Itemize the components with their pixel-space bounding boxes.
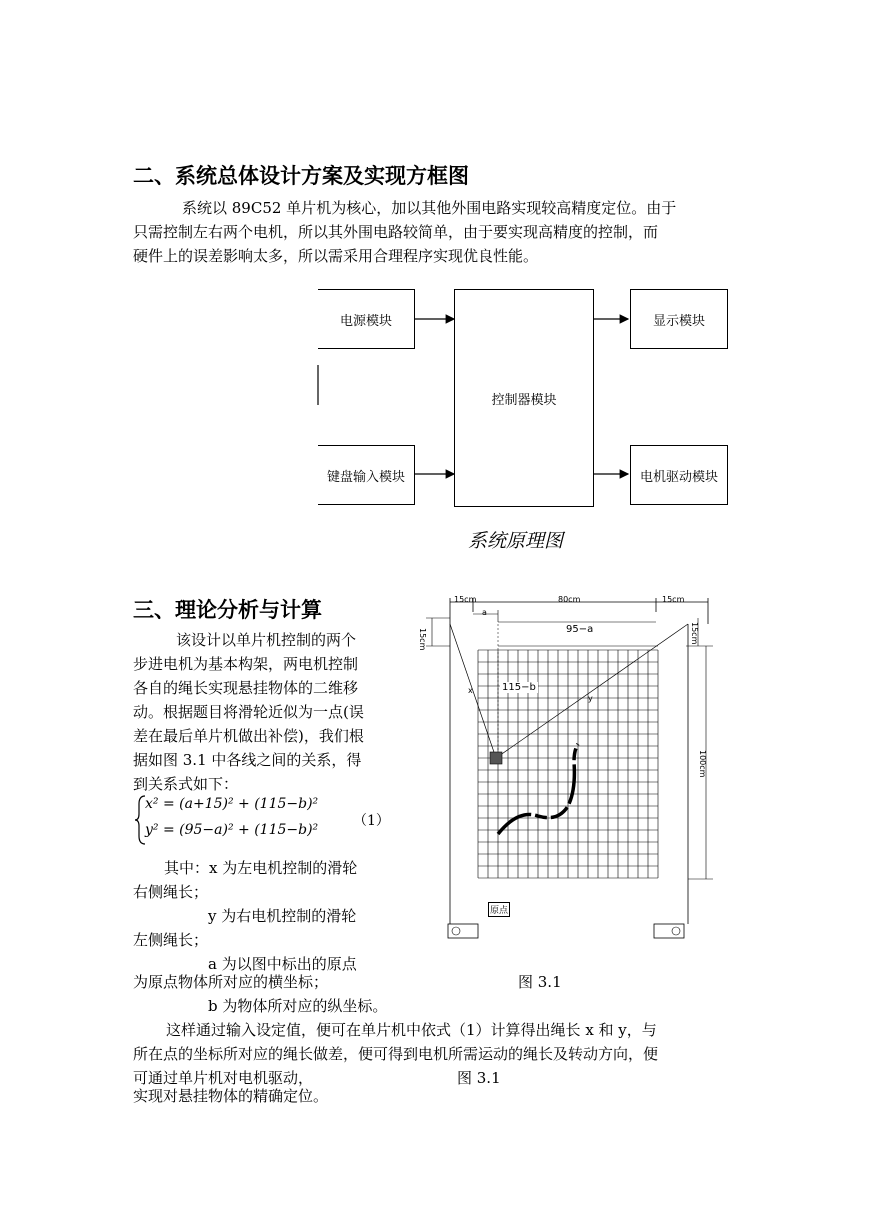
def-line6: 为原点物体所对应的横坐标；	[133, 973, 329, 991]
fig-dim-left: 15cm	[454, 595, 477, 604]
figure-3-1-drawing	[418, 594, 718, 944]
fig-label-y: y	[588, 694, 593, 703]
fig-dim-a: a	[482, 608, 487, 617]
section3-left-line6: 据如图 3.1 中各线之间的关系，得	[133, 751, 362, 769]
bottom-line1: 这样通过输入设定值，便可在单片机中依式（1）计算得出绳长 x 和 y，与	[166, 1021, 657, 1039]
section2-para-line3: 硬件上的误差影响太多，所以需采用合理程序实现优良性能。	[133, 247, 539, 265]
motor-driver-box: 电机驱动模块	[630, 445, 728, 505]
equation-block	[133, 792, 393, 848]
section2-para-line1: 系统以 89C52 单片机为核心，加以其他外围电路实现较高精度定位。由于	[182, 199, 677, 217]
def-line2: 右侧绳长；	[133, 883, 209, 901]
power-module-box: 电源模块	[318, 289, 415, 349]
fig-dim-height: 100cm	[698, 750, 707, 778]
fig-label-115b: 115−b	[502, 682, 536, 693]
section3-left-line2: 步进电机为基本构架，两电机控制	[133, 655, 359, 673]
fig-label-x: x	[468, 686, 473, 695]
section3-left-line7: 到关系式如下：	[133, 775, 239, 793]
controller-module-box: 控制器模块	[454, 289, 594, 507]
equation-line2: y² = (95−a)² + (115−b)²	[145, 822, 319, 838]
block-diagram-caption: 系统原理图	[468, 530, 564, 552]
section3-heading: 三、理论分析与计算	[133, 598, 322, 622]
bottom-line3: 可通过单片机对电机驱动，	[133, 1069, 314, 1087]
bottom-figure-caption: 图 3.1	[457, 1069, 501, 1087]
fig-dim-side-right: 15cm	[690, 622, 699, 645]
display-module-box: 显示模块	[630, 289, 728, 349]
figure-3-1	[418, 594, 718, 944]
section2-heading: 二、系统总体设计方案及实现方框图	[133, 164, 469, 188]
fig-dim-95a: 95−a	[566, 624, 594, 635]
section2-para-line2: 只需控制左右两个电机，所以其外围电路较简单，由于要实现高精度的控制，而	[133, 223, 659, 241]
fig-dim-mid: 80cm	[558, 595, 581, 604]
block-diagram	[310, 285, 740, 515]
section3-left-line1: 该设计以单片机控制的两个	[176, 631, 357, 649]
section3-left-line3: 各自的绳长实现悬挂物体的二维移	[133, 679, 359, 697]
fig-label-origin: 原点	[488, 902, 510, 917]
equation-number: （1）	[353, 813, 390, 829]
def-line7: b 为物体所对应的纵坐标。	[208, 997, 388, 1015]
figure-3-1-caption: 图 3.1	[518, 973, 562, 991]
keyboard-module-box: 键盘输入模块	[318, 445, 415, 505]
def-line4: 左侧绳长；	[133, 931, 209, 949]
fig-dim-side-left: 15cm	[418, 628, 427, 651]
def-line5: a 为以图中标出的原点	[208, 955, 357, 973]
bottom-line2: 所在点的坐标所对应的绳长做差，便可得到电机所需运动的绳长及转动方向，便	[133, 1045, 659, 1063]
def-line1: 其中：x 为左电机控制的滑轮	[164, 859, 358, 877]
section3-left-line4: 动。根据题目将滑轮近似为一点(误	[133, 703, 364, 721]
def-line3: y 为右电机控制的滑轮	[208, 907, 357, 925]
fig-dim-right: 15cm	[662, 595, 685, 604]
bottom-line4: 实现对悬挂物体的精确定位。	[133, 1087, 329, 1105]
equation-line1: x² = (a+15)² + (115−b)²	[145, 796, 319, 812]
section3-left-line5: 差在最后单片机做出补偿)，我们根	[133, 727, 364, 745]
